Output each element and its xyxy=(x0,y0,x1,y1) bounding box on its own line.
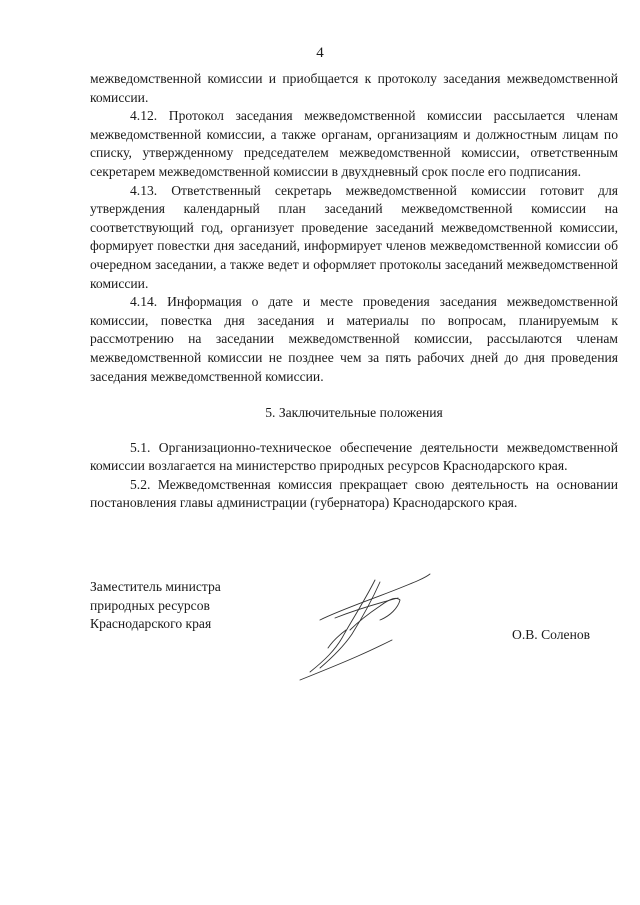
signatory-title-line3: Краснодарского края xyxy=(90,616,212,632)
document-body xyxy=(90,70,618,513)
page-number: 4 xyxy=(316,45,324,61)
paragraph-4-12: 4.12. Протокол заседания межведомственной комиссии рассылается членам межведомственной комиссии, а также органам, организациям и должностным лицам по списку, утвержденному председателем межведомственной комиссии, ответственным секретарем межведомственной комиссии в двухдневный срок после его подписания. xyxy=(90,108,618,179)
signatory-title-line1: Заместитель министра xyxy=(90,579,221,594)
paragraph-5-1: 5.1. Организационно-техническое обеспечение деятельности межведомственной комиссии возлагается на министерство природных ресурсов Краснодарского края. xyxy=(90,439,618,474)
paragraph-4-13: 4.13. Ответственный секретарь межведомственной комиссии готовит для утверждения календарный план заседаний межведомственной комиссии на соответствующий год, организует проведение заседаний межведомственной комиссии, формирует повестки дня заседаний, информирует членов межведомственной комиссии об очередном заседании, а также ведет и оформляет протоколы заседаний межведомственной комиссии. xyxy=(90,182,618,291)
paragraph-continuation: межведомственной комиссии и приобщается к протоколу заседания межведомственной комиссии. xyxy=(90,71,618,105)
signatory-name: О.В. Соленов xyxy=(512,627,591,642)
signatory-title xyxy=(90,578,221,634)
paragraph-5-2: 5.2. Межведомственная комиссия прекращает свою деятельность на основании постановления главы администрации (губернатора) Краснодарского края. xyxy=(90,476,618,511)
handwritten-signature xyxy=(280,560,440,690)
signatory-title-line2: природных ресурсов xyxy=(90,597,210,613)
section-heading: 5. Заключительные положения xyxy=(265,405,443,421)
paragraph-4-14: 4.14. Информация о дате и месте проведения заседания межведомственной комиссии, повестка дня заседания и материалы по вопросам, планируемым к рассмотрению на заседании межведомственной комиссии, рассылаются членам межведомственной комиссии не позднее чем за пять рабочих дней до дня проведения заседания межведомственной комиссии. xyxy=(90,294,618,384)
